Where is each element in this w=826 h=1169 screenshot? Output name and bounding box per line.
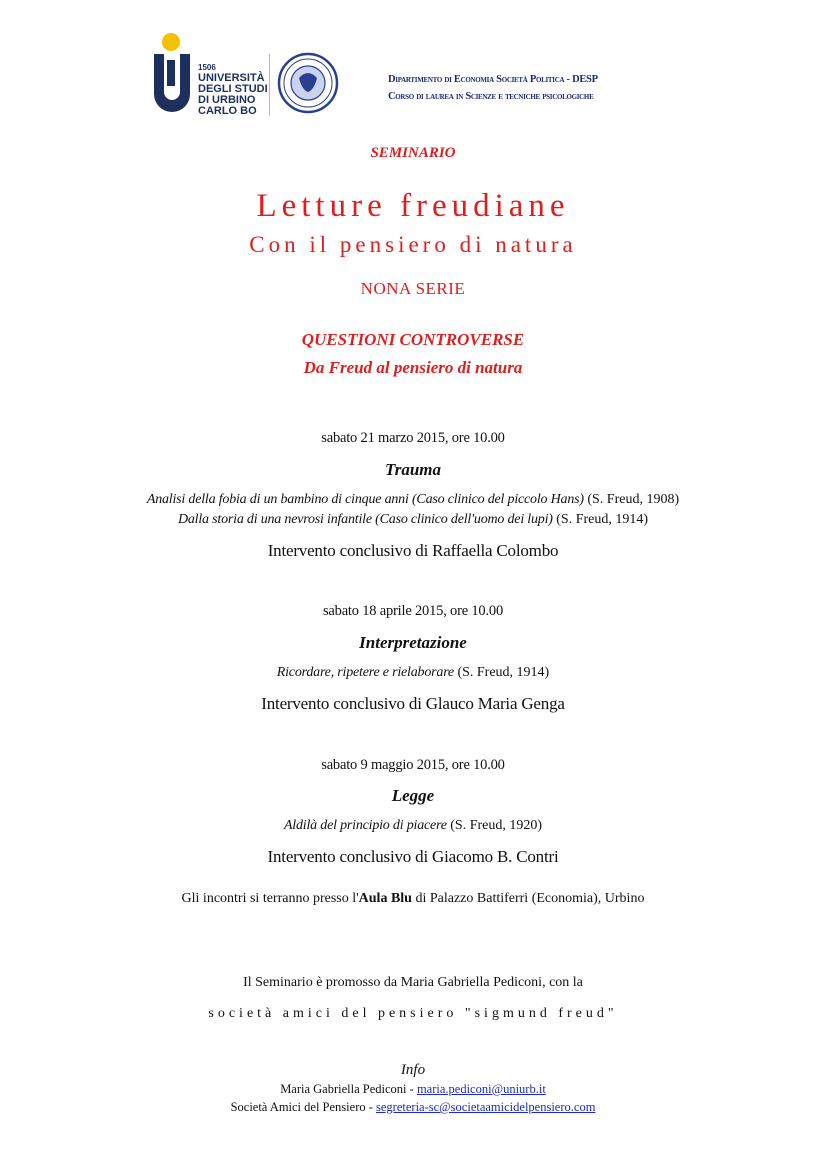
closing-speaker: Intervento conclusivo di Raffaella Colombo: [267, 541, 559, 560]
university-seal-icon: [277, 52, 339, 114]
reading-title: Ricordare, ripetere e rielaborare: [276, 665, 454, 680]
contact-name: Maria Gabriella Pediconi -: [280, 1082, 417, 1096]
reading-reference: (S. Freud, 1914): [457, 665, 550, 680]
session-reading: [0, 490, 826, 510]
venue-info: Gli incontri si terranno presso l'Aula Blu di Palazzo Battiferri (Economia), Urbino: [181, 891, 645, 906]
session-date: sabato 9 maggio 2015, ore 10.00: [321, 757, 505, 773]
degree-course-line: Corso di laurea in Scienze e tecniche psicologiche: [388, 91, 594, 102]
seminar-subtitle: Con il pensiero di natura: [249, 232, 577, 257]
seminar-title: Letture freudiane: [256, 188, 570, 224]
reading-reference: (S. Freud, 1914): [556, 512, 649, 527]
contact-email-link[interactable]: maria.pediconi@uniurb.it: [416, 1082, 546, 1096]
contact-email-link[interactable]: segreteria-sc@societaamicidelpensiero.com: [376, 1100, 596, 1114]
session-reading: [0, 510, 826, 530]
session-reading: [0, 663, 826, 683]
session-date: sabato 21 marzo 2015, ore 10.00: [321, 430, 505, 446]
session-date: sabato 18 aprile 2015, ore 10.00: [322, 603, 504, 619]
session-topic: Interpretazione: [359, 633, 467, 652]
closing-speaker: Intervento conclusivo di Glauco Maria Genga: [261, 694, 565, 713]
seminar-label: SEMINARIO: [370, 145, 456, 161]
department-info: [388, 71, 598, 105]
university-u-mark-icon: [150, 30, 196, 118]
theme-subtitle: Da Freud al pensiero di natura: [303, 358, 523, 377]
theme-title: QUESTIONI CONTROVERSE: [301, 330, 525, 349]
reading-title: Aldilà del principio di piacere: [283, 818, 447, 833]
closing-speaker: Intervento conclusivo di Giacomo B. Contri: [267, 847, 559, 866]
university-name: 1506 UNIVERSITÀ DEGLI STUDI DI URBINO CARLO BO: [198, 63, 268, 117]
session-topic: Trauma: [384, 460, 442, 479]
university-logo: [150, 30, 340, 120]
info-heading: Info: [400, 1062, 426, 1078]
session-reading: [0, 816, 826, 836]
society-name: società amici del pensiero "sigmund freud": [208, 1006, 618, 1021]
contact-line: [0, 1082, 826, 1097]
reading-reference: (S. Freud, 1908): [587, 492, 680, 507]
contact-name: Società Amici del Pensiero -: [230, 1100, 377, 1114]
reading-title: Dalla storia di una nevrosi infantile (Caso clinico dell'uomo dei lupi): [177, 512, 553, 527]
promoter-line: Il Seminario è promosso da Maria Gabriella Pediconi, con la: [243, 975, 583, 990]
reading-title: Analisi della fobia di un bambino di cinque anni (Caso clinico del piccolo Hans): [146, 492, 584, 507]
logo-divider: [269, 54, 270, 116]
session-topic: Legge: [391, 786, 435, 805]
department-line: Dipartimento di Economia Società Politica - DESP: [388, 74, 598, 85]
reading-reference: (S. Freud, 1920): [450, 818, 543, 833]
contact-line: [0, 1100, 826, 1115]
venue-room: Aula Blu: [358, 891, 412, 906]
series-label: NONA SERIE: [360, 279, 466, 298]
